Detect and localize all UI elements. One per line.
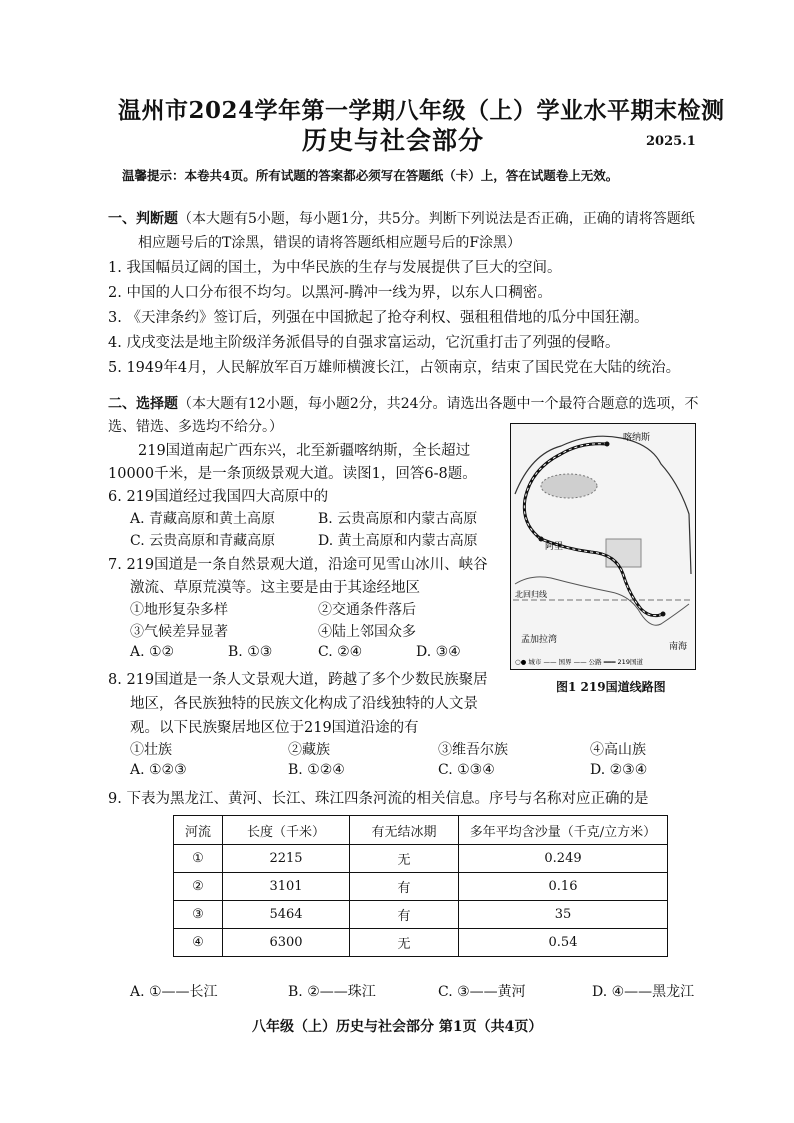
route-map-drawing <box>511 424 695 669</box>
table-cell: 无 <box>350 929 459 957</box>
section1-title: 一、判断题 <box>108 211 178 227</box>
exam-subtitle: 历史与社会部分 <box>302 126 485 155</box>
table-row <box>174 845 668 873</box>
q9-option-c: C. ③——黄河 <box>438 984 526 1000</box>
exam-date: 2025.1 <box>646 134 696 149</box>
section2-instruction-2: 选、错选、多选均不给分。） <box>108 419 283 435</box>
map-legend: ○● 城市 —— 国界 —— 公路 ═══ 219国道 <box>515 658 643 666</box>
table-cell: ④ <box>174 929 223 957</box>
q7-statement-1: ①地形复杂多样 <box>130 602 228 618</box>
q8-statement-3: ③维吾尔族 <box>438 742 508 758</box>
map-label-bay: 孟加拉湾 <box>521 635 558 645</box>
q7-option-a: A. ①② <box>130 644 175 660</box>
city-ali <box>539 537 544 542</box>
table-cell: 0.16 <box>459 873 668 901</box>
map-label-south-sea: 南海 <box>669 642 688 652</box>
coast-line <box>515 577 689 625</box>
q8-option-d: D. ②③④ <box>590 762 648 778</box>
map-label-tropic: 北回归线 <box>515 590 547 599</box>
q8-option-c: C. ①③④ <box>438 762 495 778</box>
map-label-kanas: 喀纳斯 <box>623 433 651 443</box>
judge-item-2: 2. 中国的人口分布很不均匀。以黑河-腾冲一线为界，以东人口稠密。 <box>108 285 552 301</box>
q9-option-a: A. ①——长江 <box>130 984 218 1000</box>
q8-statement-1: ①壮族 <box>130 742 172 758</box>
intro-line-1: 219国道南起广西东兴，北至新疆喀纳斯，全长超过 <box>138 443 471 459</box>
table-cell: 6300 <box>223 929 350 957</box>
table-cell: 35 <box>459 901 668 929</box>
page-footer: 八年级（上）历史与社会部分 第1页（共4页） <box>252 1019 543 1035</box>
q8-stem-2: 地区，各民族独特的民族文化构成了沿线独特的人文景 <box>130 696 478 712</box>
table-cell: 5464 <box>223 901 350 929</box>
q8-option-a: A. ①②③ <box>130 762 187 778</box>
table-cell: 无 <box>350 845 459 873</box>
section1-heading <box>108 208 695 228</box>
q9-stem: 9. 下表为黑龙江、黄河、长江、珠江四条河流的相关信息。序号与名称对应正确的是 <box>108 791 649 807</box>
q6-option-d: D. 黄土高原和内蒙古高原 <box>318 533 478 549</box>
q7-option-d: D. ③④ <box>416 644 461 660</box>
exam-tip: 温馨提示：本卷共4页。所有试题的答案都必须写在答题纸（卡）上，答在试题卷上无效。 <box>122 168 619 183</box>
table-cell: 0.54 <box>459 929 668 957</box>
q9-option-d: D. ④——黑龙江 <box>592 984 695 1000</box>
table-cell: 有 <box>350 901 459 929</box>
desert-area <box>541 474 597 498</box>
q8-option-b: B. ①②④ <box>288 762 345 778</box>
river-table <box>173 815 668 957</box>
q7-option-c: C. ②④ <box>318 644 363 660</box>
table-header-sediment: 多年平均含沙量（千克/立方米） <box>459 816 668 845</box>
table-header-ice: 有无结冰期 <box>350 816 459 845</box>
section1-instruction-2: 相应题号后的T涂黑，错误的请将答题纸相应题号后的F涂黑） <box>138 235 522 251</box>
judge-item-4: 4. 戊戌变法是地主阶级洋务派倡导的自强求富运动，它沉重打击了列强的侵略。 <box>108 335 620 351</box>
route-map <box>510 423 696 670</box>
q8-stem-1: 8. 219国道是一条人文景观大道，跨越了多个少数民族聚居 <box>108 672 488 688</box>
section2-heading <box>108 393 699 413</box>
q7-option-b: B. ①③ <box>228 644 273 660</box>
table-row <box>174 901 668 929</box>
section1-instruction-1: （本大题有5小题，每小题1分，共5分。判断下列说法是否正确，正确的请将答题纸 <box>178 211 695 227</box>
city-dongxing <box>661 612 666 617</box>
table-header-river: 河流 <box>174 816 223 845</box>
section2-title: 二、选择题 <box>108 396 178 412</box>
q8-stem-3: 观。以下民族聚居地区位于219国道沿途的有 <box>130 720 419 736</box>
q8-statement-2: ②藏族 <box>288 742 330 758</box>
table-header-row <box>174 816 668 845</box>
table-cell: ② <box>174 873 223 901</box>
city-kanas <box>605 442 610 447</box>
judge-item-1: 1. 我国幅员辽阔的国土，为中华民族的生存与发展提供了巨大的空间。 <box>108 260 562 276</box>
exam-title: 温州市2024学年第一学期八年级（上）学业水平期末检测 <box>118 97 725 124</box>
judge-item-5: 5. 1949年4月，人民解放军百万雄师横渡长江，占领南京，结束了国民党在大陆的统治。 <box>108 360 681 376</box>
table-cell: 有 <box>350 873 459 901</box>
judge-item-3: 3. 《天津条约》签订后，列强在中国掀起了抢夺利权、强租租借地的瓜分中国狂潮。 <box>108 310 649 326</box>
table-cell: 0.249 <box>459 845 668 873</box>
q6-option-a: A. 青藏高原和黄土高原 <box>130 511 276 527</box>
table-header-length: 长度（千米） <box>223 816 350 845</box>
plateau-area <box>606 539 641 567</box>
table-cell: ③ <box>174 901 223 929</box>
q8-statement-4: ④高山族 <box>590 742 646 758</box>
q7-statement-4: ④陆上邻国众多 <box>318 624 416 640</box>
table-cell: 2215 <box>223 845 350 873</box>
table-row <box>174 929 668 957</box>
table-row <box>174 873 668 901</box>
q7-statement-3: ③气候差异显著 <box>130 624 228 640</box>
q6-option-b: B. 云贵高原和内蒙古高原 <box>318 511 478 527</box>
q9-option-b: B. ②——珠江 <box>288 984 376 1000</box>
table-cell: ① <box>174 845 223 873</box>
map-label-ali: 阿里 <box>545 542 564 552</box>
q6-option-c: C. 云贵高原和青藏高原 <box>130 533 276 549</box>
q7-stem-2: 激流、草原荒漠等。这主要是由于其途经地区 <box>130 580 420 596</box>
intro-line-2: 10000千米，是一条顶级景观大道。读图1，回答6-8题。 <box>108 466 477 482</box>
table-cell: 3101 <box>223 873 350 901</box>
q7-stem-1: 7. 219国道是一条自然景观大道，沿途可见雪山冰川、峡谷 <box>108 557 488 573</box>
q6-stem: 6. 219国道经过我国四大高原中的 <box>108 489 329 505</box>
section2-instruction-1: （本大题有12小题，每小题2分，共24分。请选出各题中一个最符合题意的选项，不 <box>178 396 699 412</box>
q7-statement-2: ②交通条件落后 <box>318 602 416 618</box>
figure-caption: 图1 219国道线路图 <box>556 680 666 694</box>
